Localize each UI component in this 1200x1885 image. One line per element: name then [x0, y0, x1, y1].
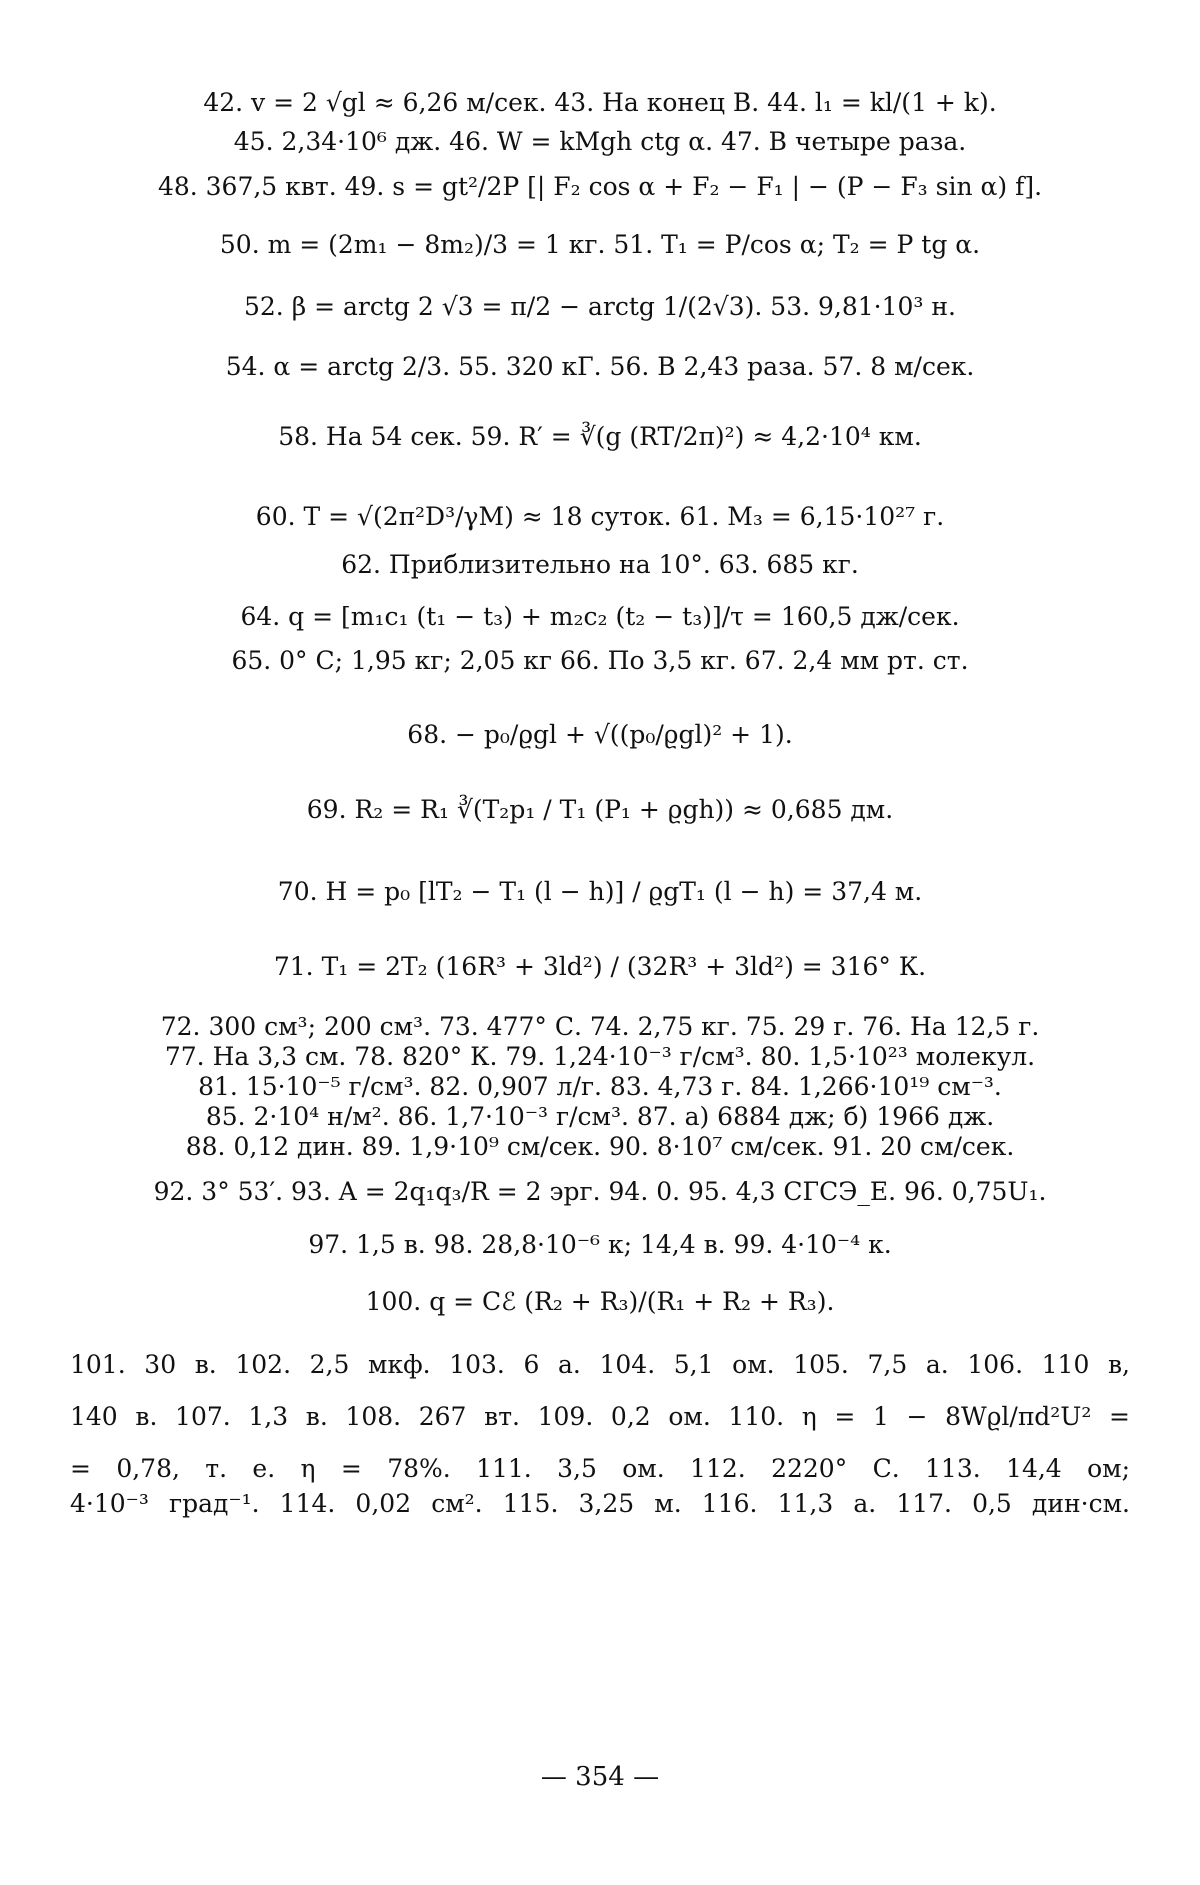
answer-line: 60. T = √(2π²D³/γM) ≈ 18 суток. 61. M₃ = 6,15·10²⁷ г.: [255, 502, 945, 531]
answer-line: 42. v = 2 √gl ≈ 6,26 м/сек. 43. На конец B. 44. l₁ = kl/(1 + k).: [203, 88, 997, 117]
answer-line: 72. 300 см³; 200 см³. 73. 477° С. 74. 2,75 кг. 75. 29 г. 76. На 12,5 г.: [160, 1012, 1040, 1041]
answer-line: 4·10⁻³ град⁻¹. 114. 0,02 см². 115. 3,25 м. 116. 11,3 а. 117. 0,5 дин·см.: [70, 1489, 1130, 1518]
answer-line: 71. T₁ = 2T₂ (16R³ + 3ld²) / (32R³ + 3ld²) = 316° К.: [273, 952, 927, 981]
answer-line: = 0,78, т. е. η = 78%. 111. 3,5 ом. 112. 2220° С. 113. 14,4 ом;: [70, 1454, 1130, 1483]
answer-line: 81. 15·10⁻⁵ г/см³. 82. 0,907 л/г. 83. 4,73 г. 84. 1,266·10¹⁹ см⁻³.: [198, 1072, 1002, 1101]
answer-line: 100. q = Cℰ (R₂ + R₃)/(R₁ + R₂ + R₃).: [365, 1287, 835, 1316]
answer-line: 58. На 54 сек. 59. R′ = ∛(g (RT/2π)²) ≈ 4,2·10⁴ км.: [278, 422, 922, 451]
answer-line: 70. H = p₀ [lT₂ − T₁ (l − h)] / ϱgT₁ (l − h) = 37,4 м.: [277, 877, 923, 906]
answer-line: 62. Приблизительно на 10°. 63. 685 кг.: [341, 550, 859, 579]
answer-line: 92. 3° 53′. 93. A = 2q₁q₃/R = 2 эрг. 94. 0. 95. 4,3 СГСЭ_E. 96. 0,75U₁.: [153, 1177, 1047, 1206]
answer-line: 48. 367,5 квт. 49. s = gt²/2P [| F₂ cos α + F₂ − F₁ | − (P − F₃ sin α) f].: [157, 172, 1043, 201]
answer-line: 68. − p₀/ϱgl + √((p₀/ϱgl)² + 1).: [407, 720, 793, 749]
answer-line: 65. 0° C; 1,95 кг; 2,05 кг 66. По 3,5 кг. 67. 2,4 мм рт. ст.: [231, 646, 969, 675]
answer-line: 52. β = arctg 2 √3 = π/2 − arctg 1/(2√3). 53. 9,81·10³ н.: [243, 292, 956, 321]
answer-line: 45. 2,34·10⁶ дж. 46. W = kMgh ctg α. 47. В четыре раза.: [233, 127, 967, 156]
page-number: — 354 —: [540, 1762, 660, 1792]
answer-line: 54. α = arctg 2/3. 55. 320 кГ. 56. В 2,43 раза. 57. 8 м/сек.: [225, 352, 975, 381]
answer-line: 88. 0,12 дин. 89. 1,9·10⁹ см/сек. 90. 8·10⁷ см/сек. 91. 20 см/сек.: [185, 1132, 1015, 1161]
answer-line: 50. m = (2m₁ − 8m₂)/3 = 1 кг. 51. T₁ = P/cos α; T₂ = P tg α.: [219, 230, 981, 259]
answer-line: 85. 2·10⁴ н/м². 86. 1,7·10⁻³ г/см³. 87. а) 6884 дж; б) 1966 дж.: [205, 1102, 995, 1131]
answer-line: 69. R₂ = R₁ ∛(T₂p₁ / T₁ (P₁ + ϱgh)) ≈ 0,685 дм.: [306, 795, 894, 824]
answer-line: 101. 30 в. 102. 2,5 мкф. 103. 6 а. 104. 5,1 ом. 105. 7,5 а. 106. 110 в,: [70, 1350, 1130, 1379]
answer-line: 77. На 3,3 см. 78. 820° К. 79. 1,24·10⁻³ г/см³. 80. 1,5·10²³ молекул.: [164, 1042, 1036, 1071]
answer-line: 97. 1,5 в. 98. 28,8·10⁻⁶ к; 14,4 в. 99. 4·10⁻⁴ к.: [308, 1230, 892, 1259]
answer-line: 64. q = [m₁c₁ (t₁ − t₃) + m₂c₂ (t₂ − t₃)]/τ = 160,5 дж/сек.: [240, 602, 960, 631]
answer-line: 140 в. 107. 1,3 в. 108. 267 вт. 109. 0,2 ом. 110. η = 1 − 8Wϱl/πd²U² =: [70, 1402, 1130, 1431]
